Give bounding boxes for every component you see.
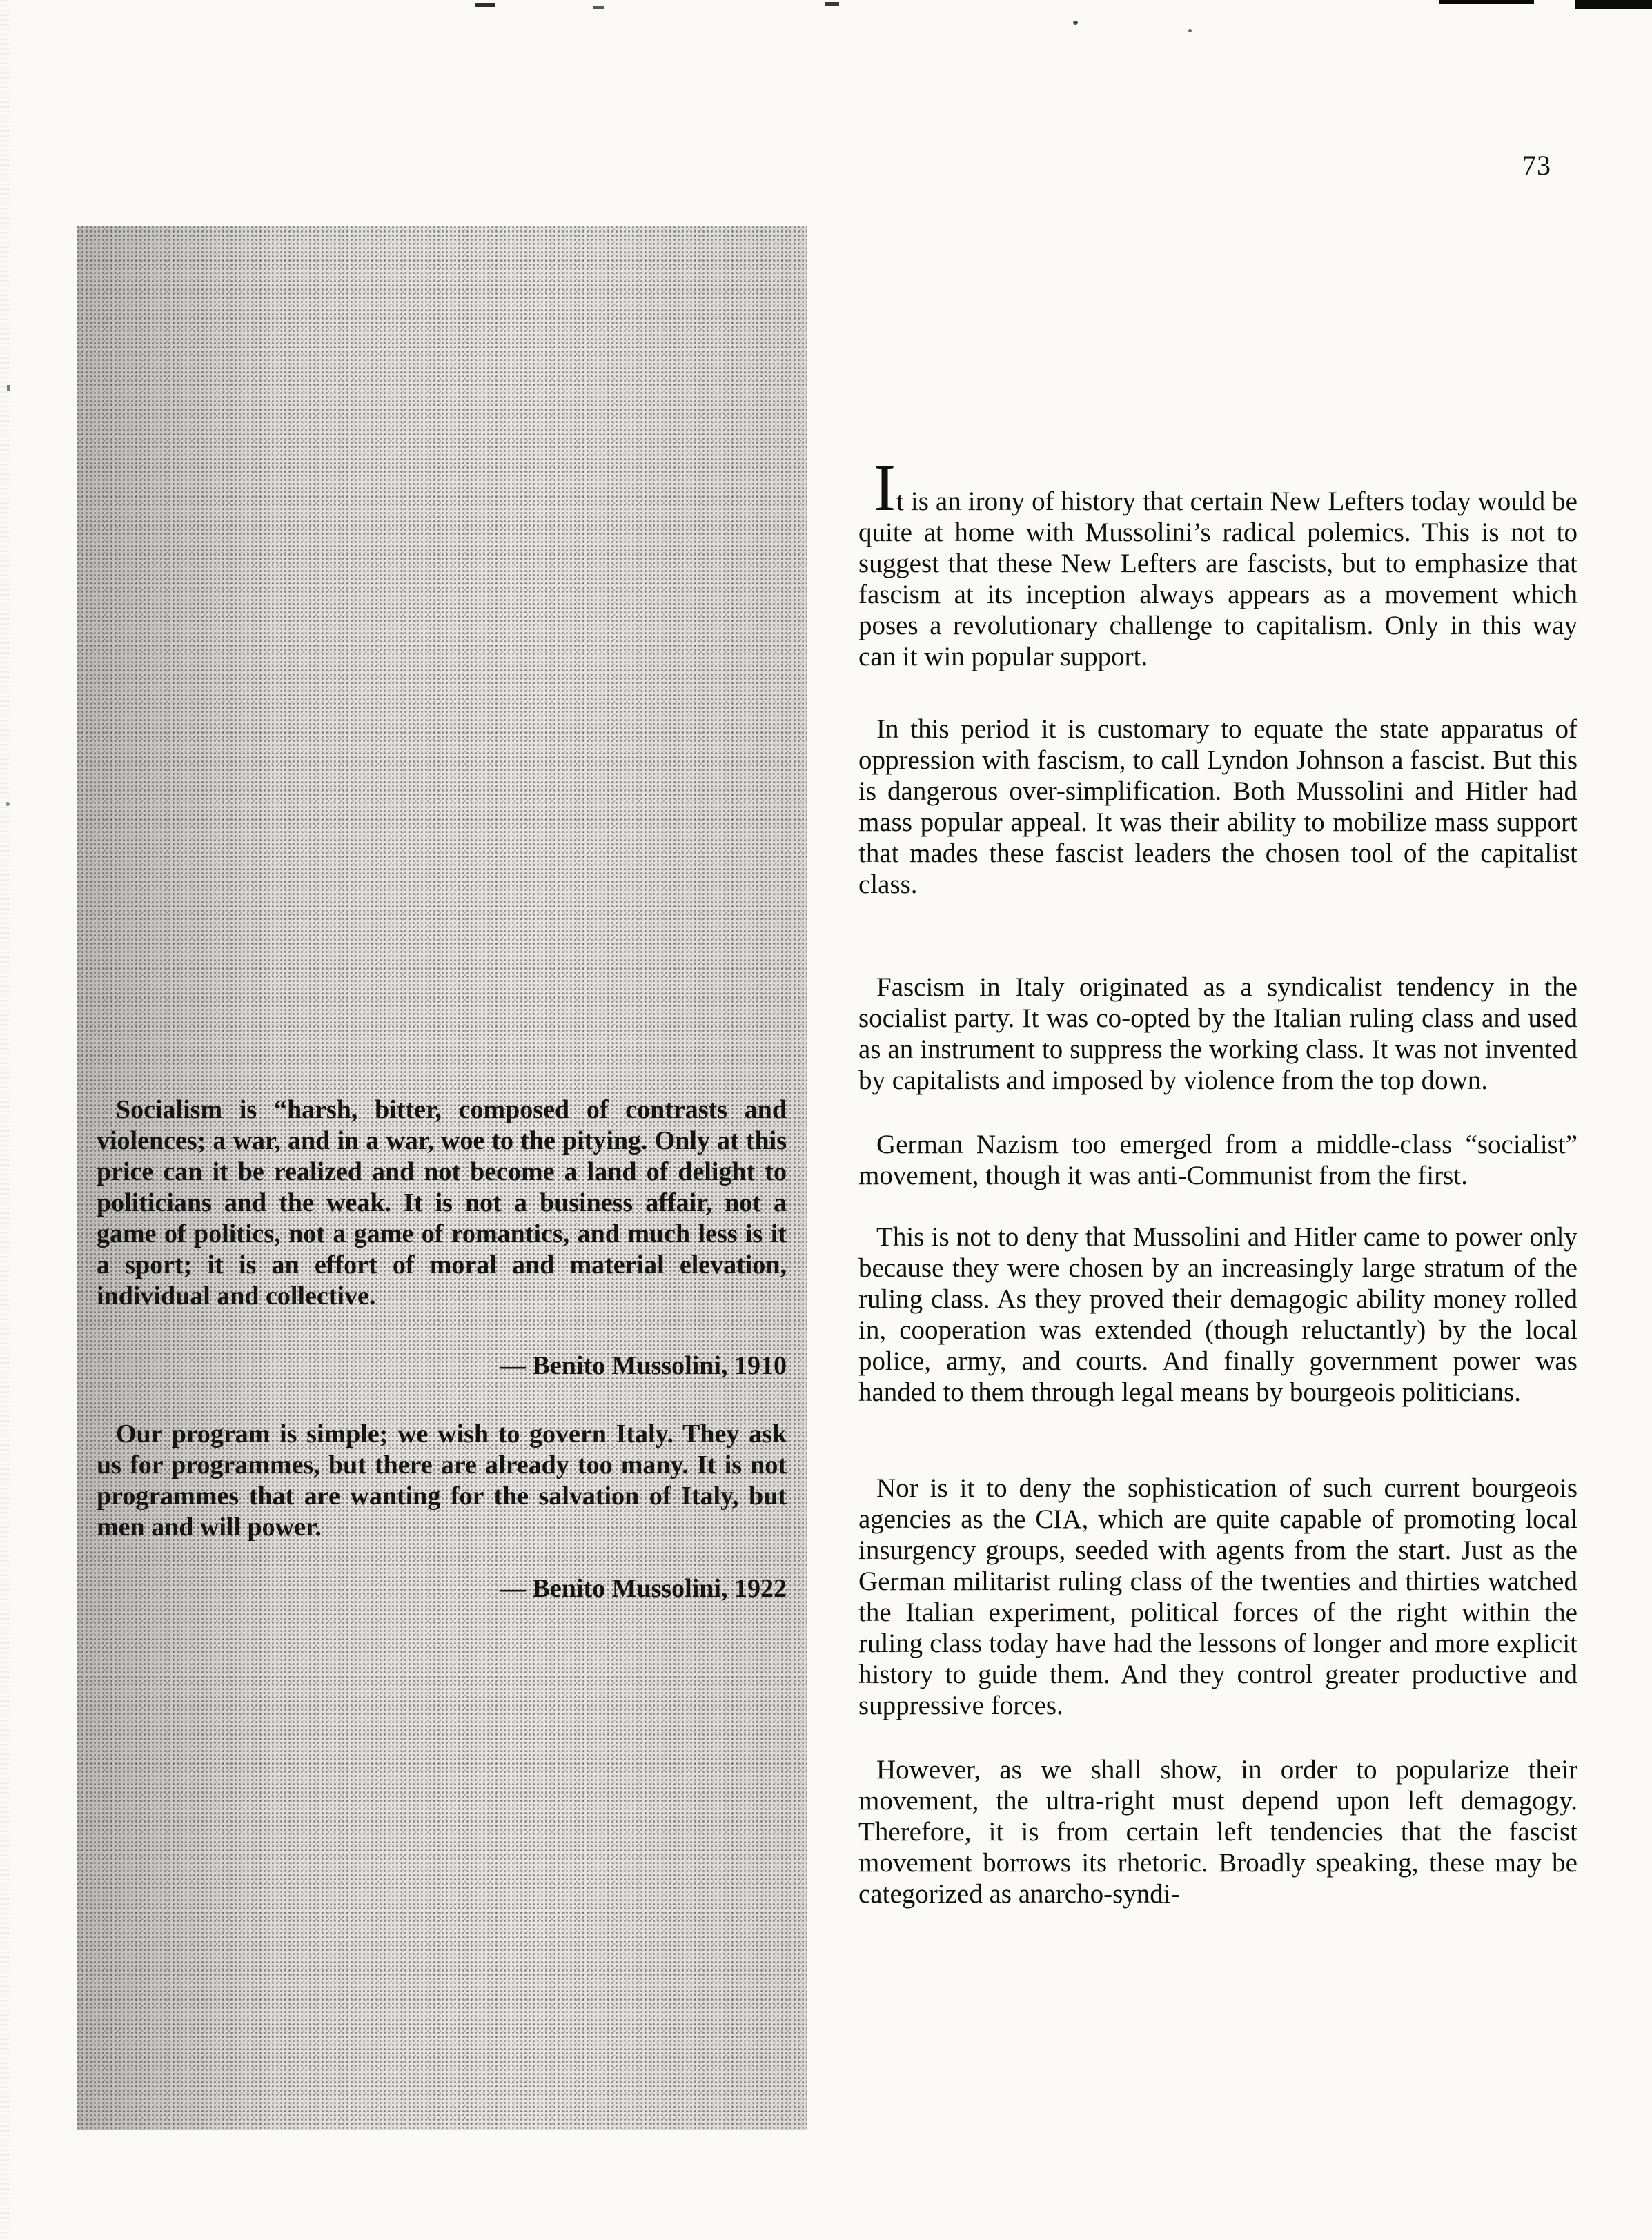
quote-attribution-1922: — Benito Mussolini, 1922	[500, 1574, 787, 1603]
article-column	[858, 451, 1577, 1909]
scan-artifact	[593, 6, 604, 9]
scan-artifact	[1073, 21, 1078, 25]
scan-artifact	[1439, 0, 1534, 4]
scan-artifact	[1575, 0, 1652, 9]
lead-paragraph	[858, 451, 1577, 672]
quote-content	[77, 1094, 807, 1604]
mussolini-quote-1910: Socialism is “harsh, bitter, composed of contrasts and violences; a war, and in a war, woe to the pitying. Only at this price can it be realized and not become a land of delight to politicians and the weak. It is not a business affair, not a game of politics, not a game of romantics, and much less is it a sport; it is an effort of moral and material elevation, individual and collective.	[97, 1095, 787, 1310]
paragraph: This is not to deny that Mussolini and Hitler came to power only because they were chosen by an increasingly large stratum of the ruling class. As they proved their demagogic ability money rolled in, cooperation was extended (though reluctantly) by the local police, army, and courts. And finally government power was handed to them through legal means by bourgeois politicians.	[858, 1222, 1577, 1407]
paragraph: However, as we shall show, in order to popularize their movement, the ultra-right must depend upon left demagogy. Therefore, it is from certain left tendencies that the fascist movement borrows its rhetoric. Broadly speaking, these may be categorized as anarcho-syndi-	[858, 1755, 1577, 1909]
mussolini-quote-1922: Our program is simple; we wish to govern Italy. They ask us for programmes, but there are already too many. It is not programmes that are wanting for the salvation of Italy, but men and will power.	[97, 1419, 787, 1542]
paragraph: Nor is it to deny the sophistication of such current bourgeois agencies as the CIA, which are quite capable of promoting local insurgency groups, seeded with agents from the start. Just as the German militarist ruling class of the twenties and thirties watched the Italian experiment, political forces of the right within the ruling class today have had the lessons of longer and more explicit history to guide them. And they control greater productive and suppressive forces.	[858, 1473, 1577, 1720]
scan-artifact	[7, 385, 10, 391]
lead-paragraph-text: t is an irony of history that certain New Lefters today would be quite at home with Mussolini’s radical polemics. This is not to suggest that these New Lefters are fascists, but to emphasize that fascism at its inception always appears as a movement which poses a revolutionary challenge to capitalism. Only in this way can it win popular support.	[858, 487, 1577, 671]
scan-artifact	[6, 802, 10, 806]
page-number: 73	[1522, 150, 1551, 181]
scan-artifact	[475, 3, 495, 7]
paragraph: German Nazism too emerged from a middle-class “socialist” movement, though it was anti-Communist from the first.	[858, 1130, 1577, 1190]
paragraph: Fascism in Italy originated as a syndicalist tendency in the socialist party. It was co-opted by the Italian ruling class and used as an instrument to suppress the working class. It was not invented by capitalists and imposed by violence from the top down.	[858, 972, 1577, 1095]
quote-attribution-1910: — Benito Mussolini, 1910	[500, 1351, 787, 1380]
quote-box	[77, 226, 807, 2130]
drop-cap-initial: I	[874, 451, 896, 524]
paragraph: In this period it is customary to equate the state apparatus of oppression with fascism, to call Lyndon Johnson a fascist. But this is dangerous over-simplification. Both Mussolini and Hitler had mass popular appeal. It was their ability to mobilize mass support that mades these fascist leaders the chosen tool of the capitalist class.	[858, 714, 1577, 899]
scan-artifact	[1188, 29, 1192, 32]
scan-edge-noise	[0, 0, 10, 2240]
scan-artifact	[825, 2, 839, 6]
